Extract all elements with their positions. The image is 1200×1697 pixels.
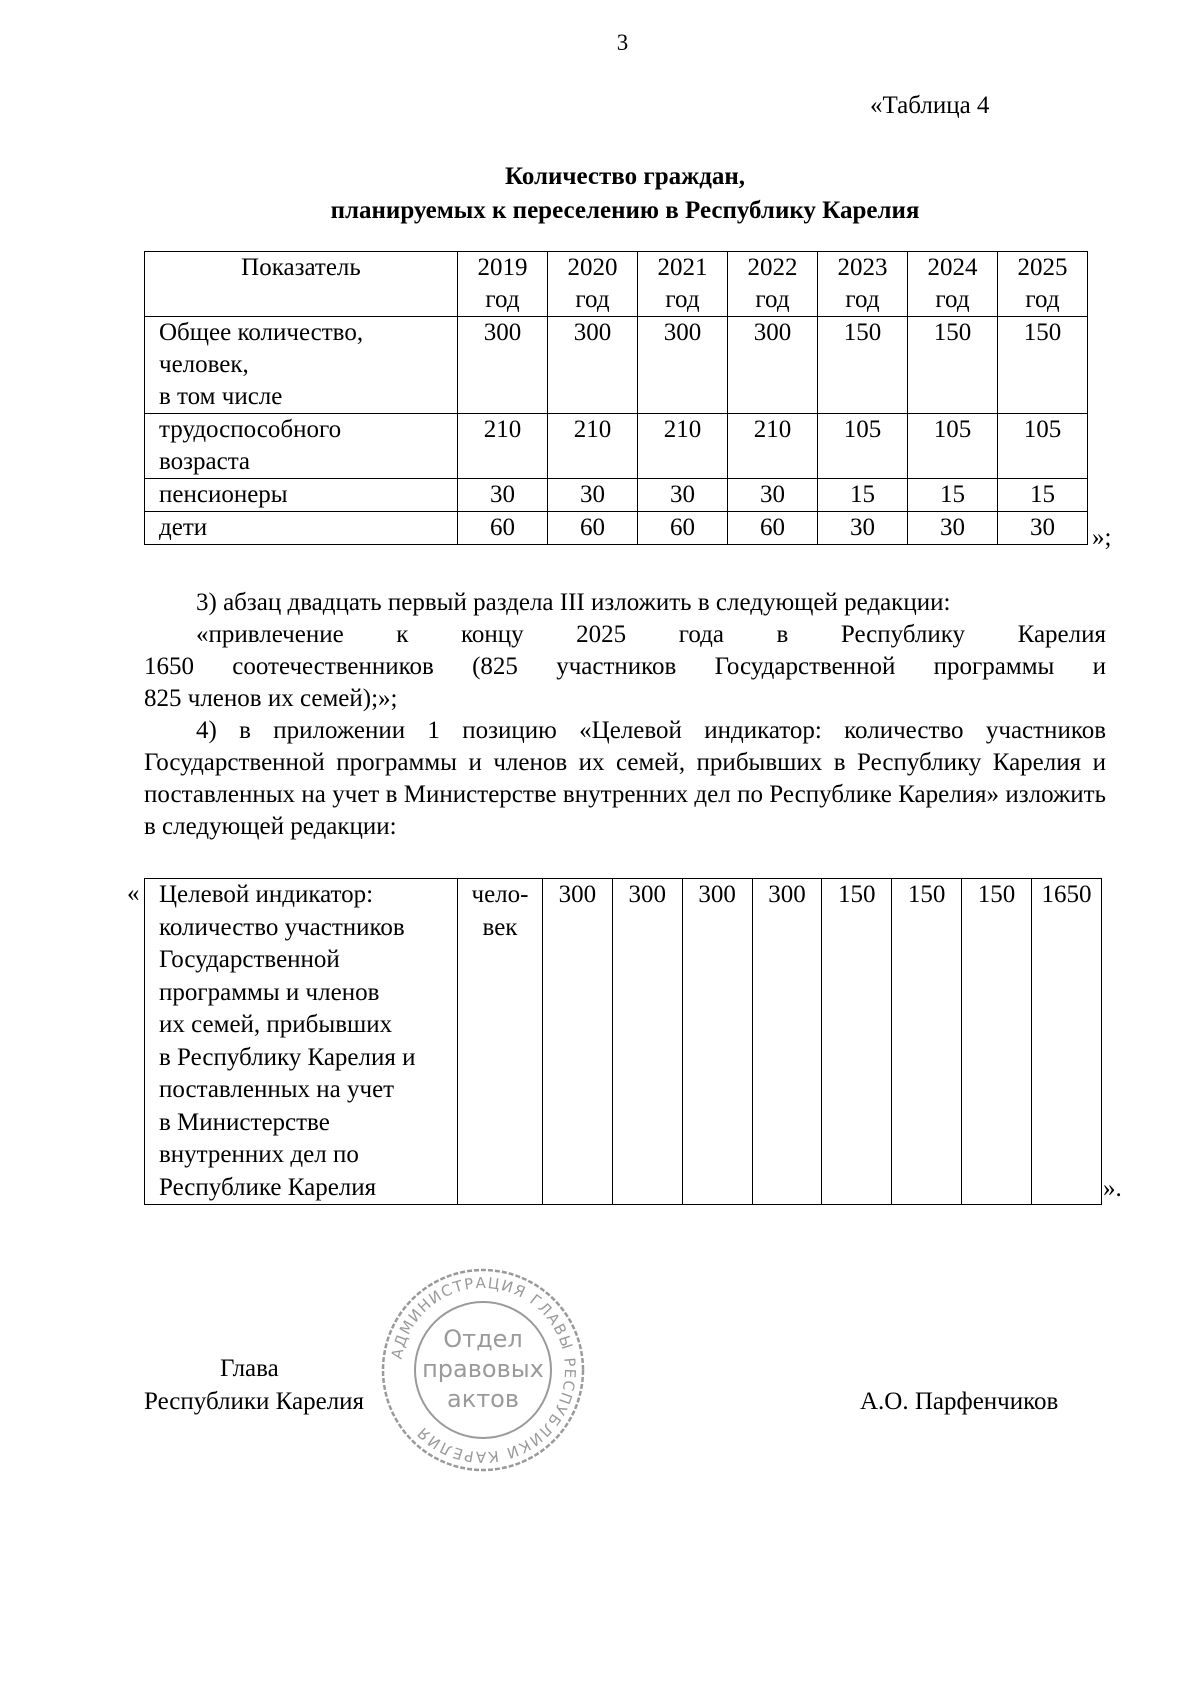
- stamp-center-line: Отдел: [443, 1325, 523, 1353]
- table-row: [145, 479, 1088, 512]
- stamp-ring-text: АДМИНИСТРАЦИЯ ГЛАВЫ РЕСПУБЛИКИ КАРЕЛИЯ: [387, 1273, 580, 1467]
- table-cell: 150: [892, 879, 962, 1205]
- table-row: [145, 317, 1088, 414]
- table-cell: 300: [728, 317, 818, 414]
- table-cell: 30: [728, 479, 818, 512]
- table-cell: 30: [548, 479, 638, 512]
- table-cell: 30: [908, 512, 998, 545]
- signatory-name: А.О. Парфенчиков: [860, 1388, 1059, 1415]
- table-cell: 210: [638, 414, 728, 479]
- page-number: 3: [616, 30, 629, 55]
- paragraph-3-line2: «привлечение к концу 2025 года в Республику Карелия: [196, 621, 1106, 648]
- header-year: 2020 год: [548, 252, 638, 317]
- row-label: Общее количество, человек, в том числе: [145, 317, 458, 414]
- table-title-line2: планируемых к переселению в Республику Карелия: [330, 197, 920, 224]
- paragraph-3-line3: 1650 соотечественников (825 участников Государственной программы и: [144, 653, 1106, 680]
- table-cell: 60: [638, 512, 728, 545]
- table-cell: 300: [543, 879, 613, 1205]
- table1-closing-quote: »;: [1092, 524, 1112, 551]
- indicator-label: Целевой индикатор: количество участников Государственной программы и членов их семей, прибывших в Республику Карелия и поставленных на учет в Министерстве внутренних дел по Республике Карелия: [145, 879, 458, 1205]
- stamp-center-line: правовых: [422, 1355, 544, 1383]
- table-cell: 105: [818, 414, 908, 479]
- table-cell: 30: [818, 512, 908, 545]
- stamp-center-line: актов: [446, 1385, 520, 1413]
- table-cell: 300: [752, 879, 822, 1205]
- table-cell: 150: [818, 317, 908, 414]
- table-cell: 150: [962, 879, 1032, 1205]
- table-row: [145, 512, 1088, 545]
- paragraph-3-line1: 3) абзац двадцать первый раздела III изложить в следующей редакции:: [196, 589, 951, 616]
- table-cell: 105: [998, 414, 1088, 479]
- table-cell: 105: [908, 414, 998, 479]
- header-year: 2019 год: [458, 252, 548, 317]
- table-cell: 60: [548, 512, 638, 545]
- row-label: дети: [145, 512, 458, 545]
- official-stamp: [378, 1265, 588, 1475]
- table-cell: 300: [548, 317, 638, 414]
- table-row: [145, 414, 1088, 479]
- row-label: трудоспособного возраста: [145, 414, 458, 479]
- table-cell: 150: [908, 317, 998, 414]
- header-year: 2021 год: [638, 252, 728, 317]
- table2-closing-quote: ».: [1103, 1175, 1122, 1202]
- table-cell: 30: [998, 512, 1088, 545]
- table-cell-total: 1650: [1032, 879, 1102, 1205]
- table-cell: 300: [638, 317, 728, 414]
- table-cell: 300: [682, 879, 752, 1205]
- target-indicator-table: [144, 878, 1102, 1205]
- table-cell: 210: [728, 414, 818, 479]
- header-indicator: Показатель: [145, 252, 458, 317]
- table-cell: 30: [638, 479, 728, 512]
- table-header-row: [145, 252, 1088, 317]
- table-title: [140, 160, 1110, 228]
- paragraph-3-line4: 825 членов их семей);»;: [144, 685, 398, 712]
- table-cell: 60: [728, 512, 818, 545]
- table-cell: 300: [458, 317, 548, 414]
- header-year: 2024 год: [908, 252, 998, 317]
- table-cell: 60: [458, 512, 548, 545]
- paragraph-4: 4) в приложении 1 позицию «Целевой индикатор: количество участников Государственной программы и членов их семей, прибывших в Республику Карелия и поставленных на учет в Министерстве внутренних дел по Республике Карелия» изложить в следующей редакции:: [144, 717, 1106, 840]
- table-cell: 210: [458, 414, 548, 479]
- table-cell: 30: [458, 479, 548, 512]
- header-year: 2023 год: [818, 252, 908, 317]
- table2-open-quote: «: [127, 880, 140, 907]
- table-cell: 150: [998, 317, 1088, 414]
- table-cell: 300: [612, 879, 682, 1205]
- table-cell: 210: [548, 414, 638, 479]
- table-title-line1: Количество граждан,: [504, 163, 746, 190]
- resettlement-table: [144, 251, 1088, 545]
- table-cell: 15: [998, 479, 1088, 512]
- unit-cell: чело- век: [458, 879, 543, 1205]
- table-row: [145, 879, 1102, 1205]
- header-year: 2025 год: [998, 252, 1088, 317]
- table-cell: 15: [908, 479, 998, 512]
- table-caption: «Таблица 4: [870, 92, 990, 119]
- signatory-org: Республики Карелия: [144, 1388, 365, 1415]
- row-label: пенсионеры: [145, 479, 458, 512]
- table-cell: 15: [818, 479, 908, 512]
- header-year: 2022 год: [728, 252, 818, 317]
- table-cell: 150: [822, 879, 892, 1205]
- signatory-title: Глава: [220, 1355, 279, 1382]
